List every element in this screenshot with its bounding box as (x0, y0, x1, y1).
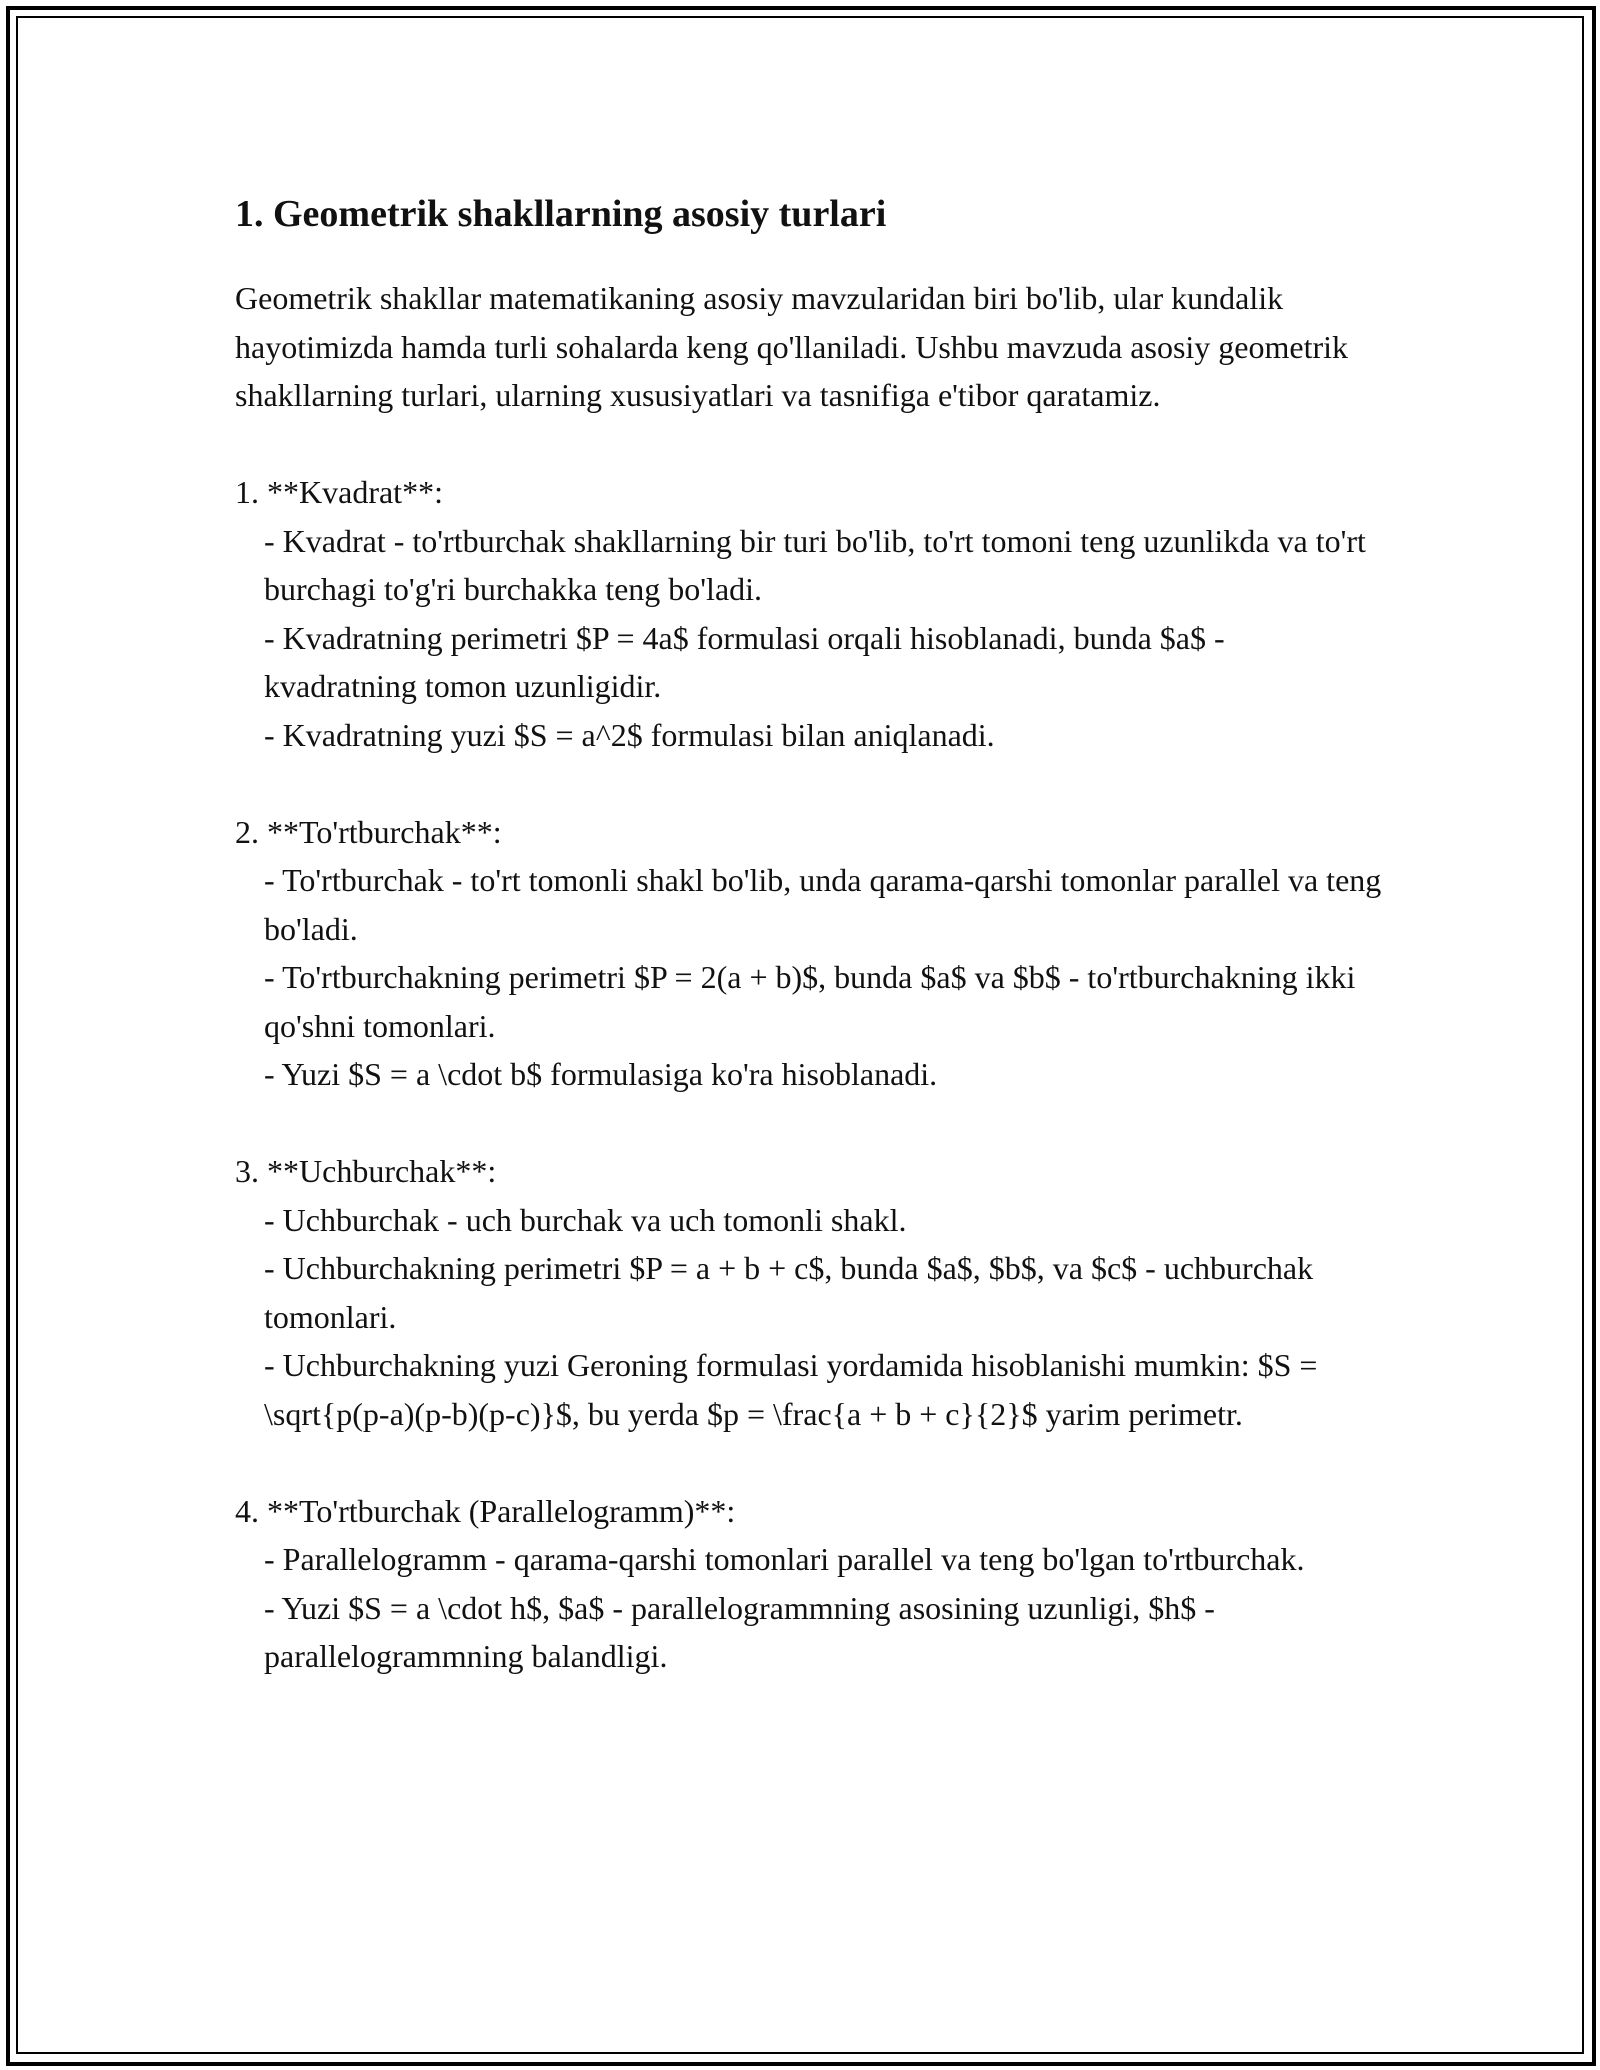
section-tortburchak (235, 808, 1390, 1099)
list-item: - Kvadrat - to'rtburchak shakllarning bir turi bo'lib, to'rt tomoni teng uzunlikda va to'rt burchagi to'g'ri burchakka teng bo'ladi. (264, 522, 1374, 607)
list-item: - Uchburchakning yuzi Geroning formulasi yordamida hisoblanishi mumkin: $S = \sqrt{p(p-a)(p-b)(p-c)}$, bu yerda $p = \frac{a + b + c}{2}$ yarim perimetr. (264, 1347, 1326, 1432)
list-item: - Uchburchak - uch burchak va uch tomonli shakl. (264, 1201, 907, 1238)
document-title: 1. Geometrik shakllarning asosiy turlari (235, 193, 887, 235)
section-heading: 4. **To'rtburchak (Parallelogramm)**: (235, 1492, 736, 1529)
list-item: - Parallelogramm - qarama-qarshi tomonlari parallel va teng bo'lgan to'rtburchak. (264, 1541, 1305, 1577)
section-uchburchak (235, 1147, 1385, 1438)
document-body (235, 186, 1390, 1681)
list-item: - Yuzi $S = a \cdot b$ formulasiga ko'ra hisoblanadi. (264, 1056, 938, 1092)
list-item: - Uchburchakning perimetri $P = a + b + c$, bunda $a$, $b$, va $c$ - uchburchak tomonlari. (264, 1250, 1322, 1335)
section-heading: 3. **Uchburchak**: (235, 1153, 497, 1189)
section-heading: 1. **Kvadrat**: (235, 474, 443, 510)
section-heading: 2. **To'rtburchak**: (235, 813, 502, 850)
list-item: - Kvadratning yuzi $S = a^2$ formulasi bilan aniqlanadi. (264, 716, 995, 753)
section-kvadrat (235, 468, 1385, 759)
section-parallelogramm (235, 1487, 1385, 1681)
list-item: - To'rtburchakning perimetri $P = 2(a + b)$, bunda $a$ va $b$ - to'rtburchakning ikki qo'shni tomonlari. (264, 959, 1364, 1044)
list-item: - Yuzi $S = a \cdot h$, $a$ - parallelogrammning asosining uzunligi, $h$ - parallelogrammning balandligi. (264, 1589, 1223, 1674)
intro-paragraph: Geometrik shakllar matematikaning asosiy mavzularidan biri bo'lib, ular kundalik hayotimizda hamda turli sohalarda keng qo'llaniladi. Ushbu mavzuda asosiy geometrik shakllarning turlari, ularning xususiyatlari va tasnifiga e'tibor qaratamiz. (235, 280, 1349, 413)
list-item: - Kvadratning perimetri $P = 4a$ formulasi orqali hisoblanadi, bunda $a$ - kvadratning tomon uzunligidir. (264, 619, 1233, 704)
list-item: - To'rtburchak - to'rt tomonli shakl bo'lib, unda qarama-qarshi tomonlar parallel va teng bo'ladi. (264, 862, 1390, 947)
